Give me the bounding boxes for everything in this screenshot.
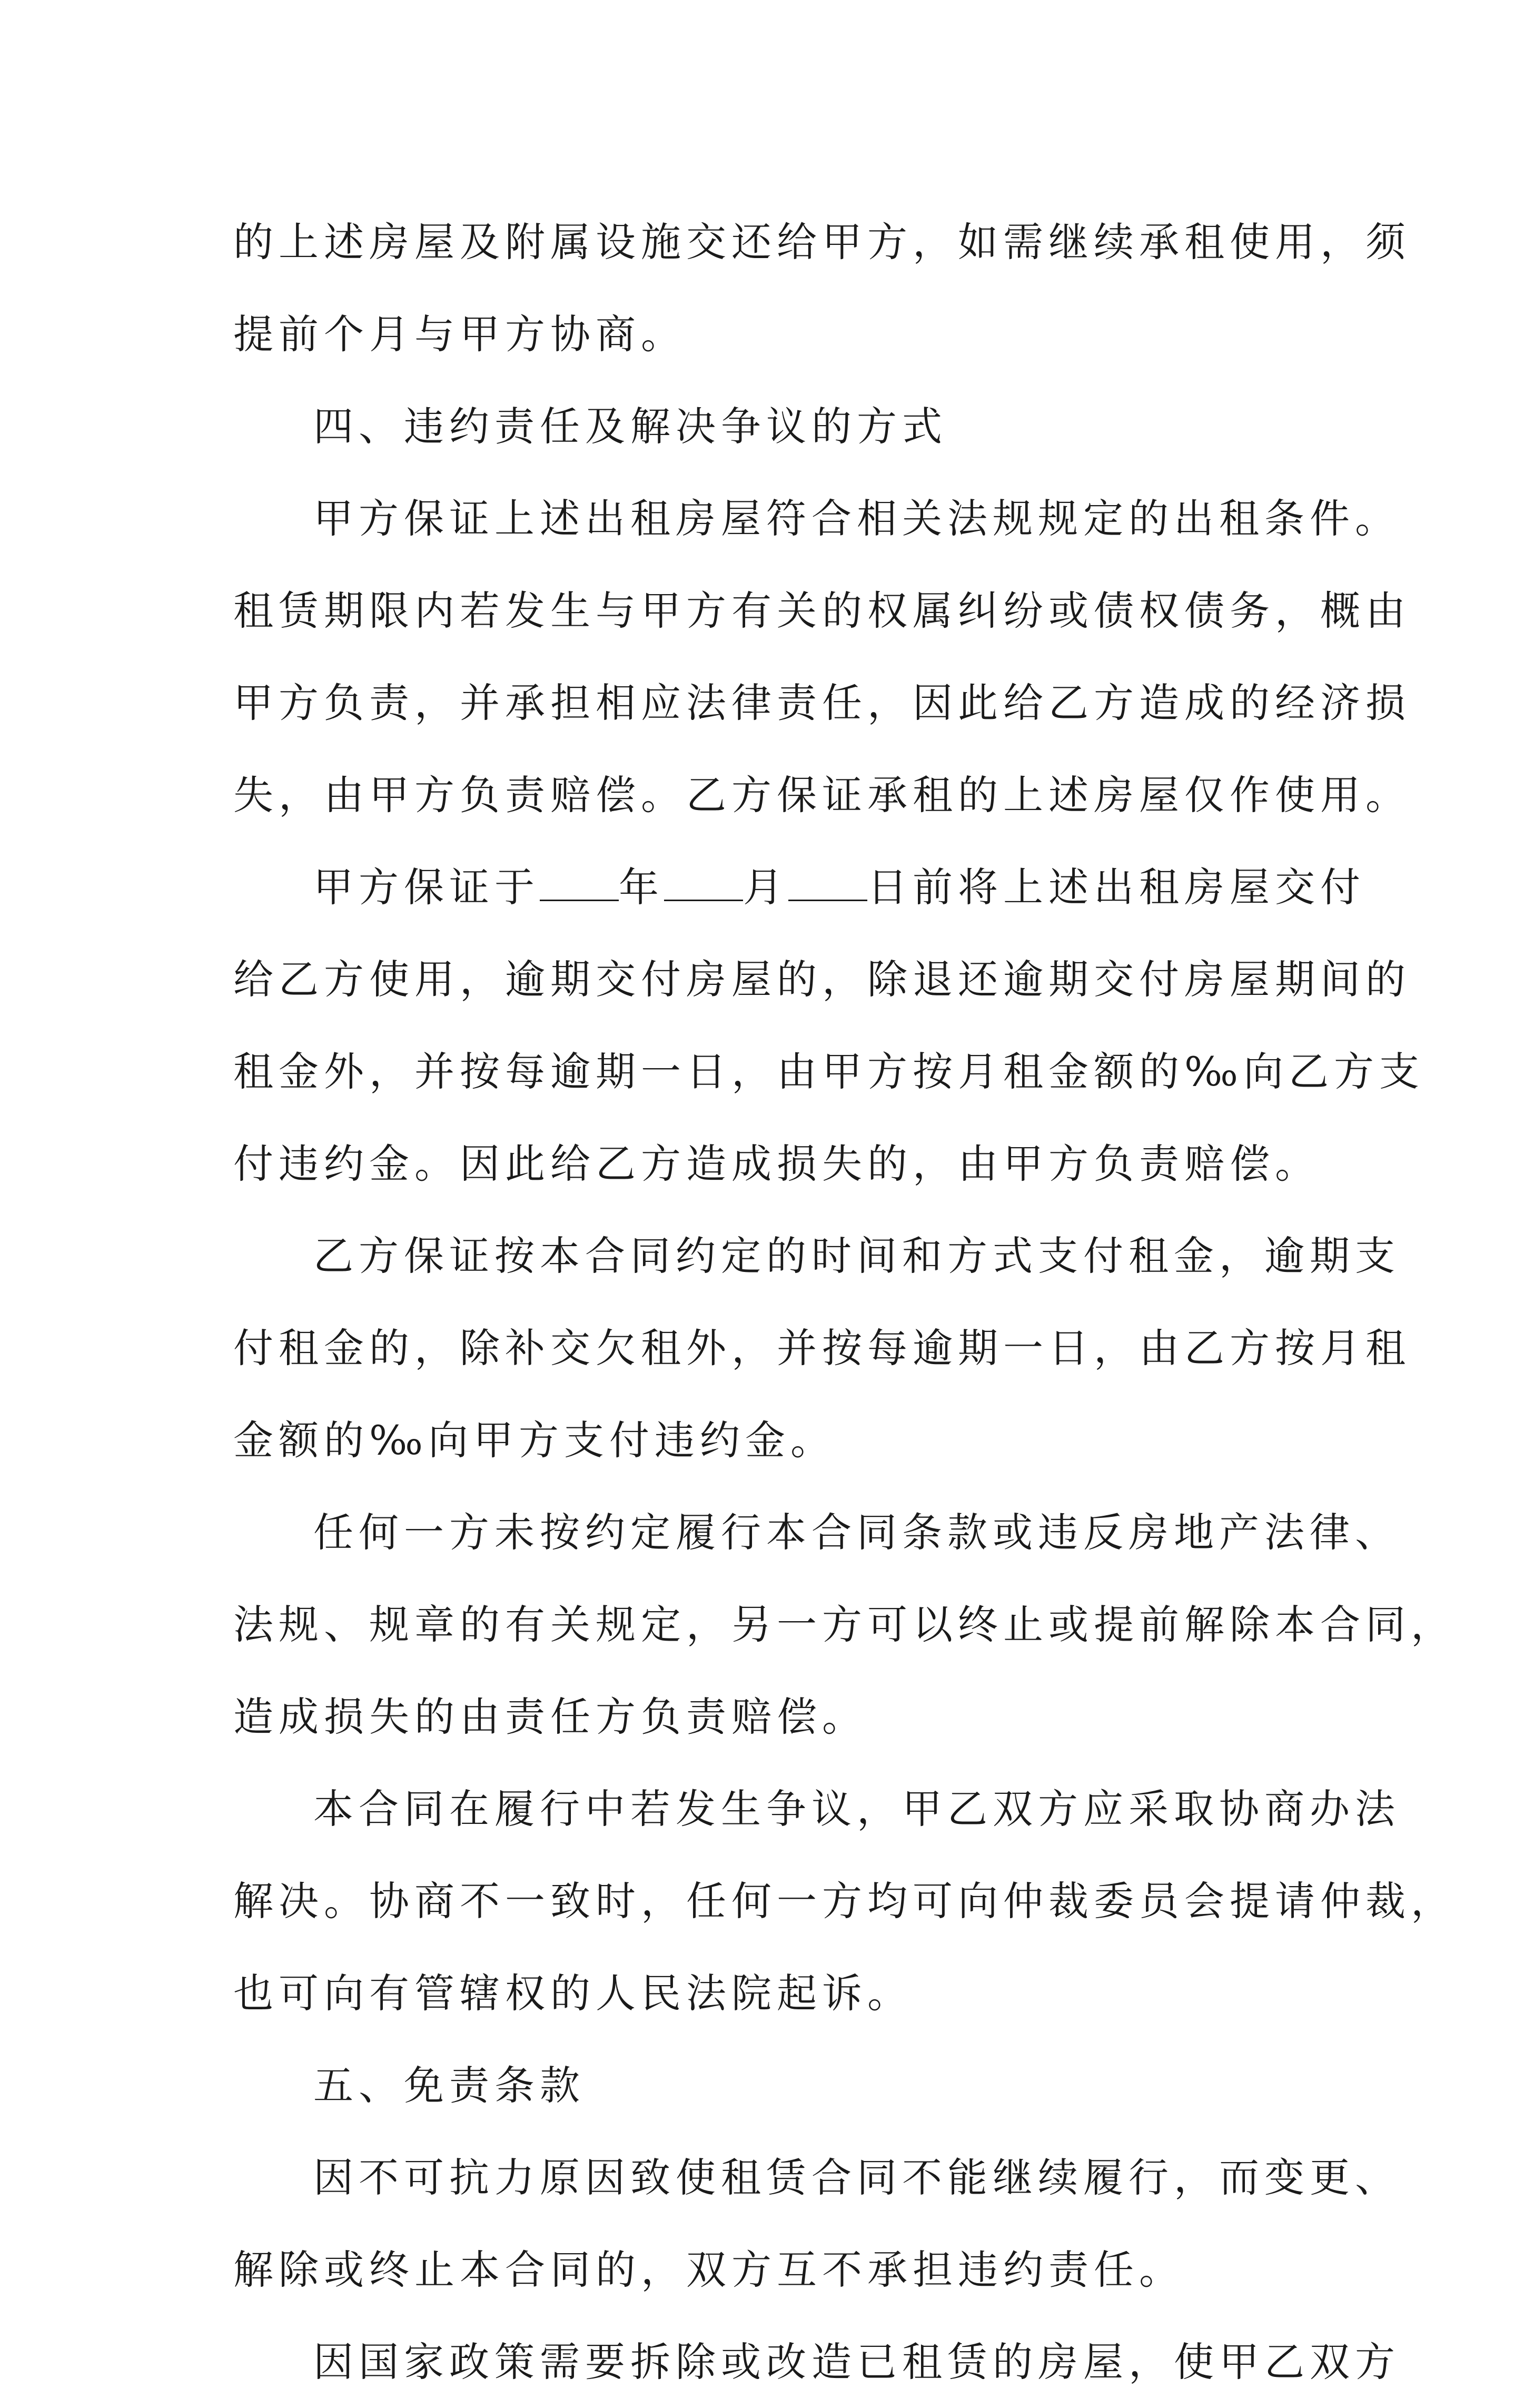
text-line: 任何一方未按约定履行本合同条款或违反房地产法律、	[313, 1509, 1400, 1556]
text-line: 提前个月与甲方协商。	[233, 311, 686, 358]
document-body	[233, 196, 1456, 2408]
paragraph-government-policy	[233, 2316, 1400, 2408]
text-line: 失，由甲方负责赔偿。乙方保证承租的上述房屋仅作使用。	[233, 772, 1411, 818]
text-line: 本合同在履行中若发生争议，甲乙双方应采取协商办法	[313, 1785, 1400, 1832]
section-heading-text: 五、免责条款	[313, 2062, 585, 2109]
day-blank-field	[788, 862, 867, 901]
paragraph-force-majeure	[233, 2131, 1400, 2316]
text-line: 甲方保证上述出租房屋符合相关法规规定的出租条件。	[313, 495, 1400, 542]
text-segment: 甲方保证于	[313, 864, 540, 911]
text-line: 金额的‰向甲方支付违约金。	[233, 1417, 836, 1464]
section-heading-breach-liability	[233, 380, 1292, 472]
text-line: 租赁期限内若发生与甲方有关的权属纠纷或债权债务，概由	[233, 587, 1411, 634]
text-segment: 年	[619, 864, 664, 911]
text-line: 甲方负责，并承担相应法律责任，因此给乙方造成的经济损	[233, 679, 1411, 726]
text-line: 解决。协商不一致时，任何一方均可向仲裁委员会提请仲裁，	[233, 1878, 1456, 1925]
text-line: 造成损失的由责任方负责赔偿。	[233, 1693, 867, 1740]
text-line: 的上述房屋及附属设施交还给甲方，如需继续承租使用，须	[233, 219, 1411, 265]
paragraph-delivery-date	[233, 841, 1424, 1210]
text-line: 法规、规章的有关规定，另一方可以终止或提前解除本合同，	[233, 1601, 1456, 1648]
text-line: 给乙方使用，逾期交付房屋的，除退还逾期交付房屋期间的	[233, 956, 1411, 1003]
section-heading-exemption	[233, 2039, 1292, 2131]
text-segment: 月	[743, 864, 788, 911]
year-blank-field	[540, 862, 619, 901]
text-line: 付租金的，除补交欠租外，并按每逾期一日，由乙方按月租	[233, 1325, 1411, 1371]
text-segment: 日前将上述出租房屋交付	[867, 864, 1365, 911]
text-line: 因国家政策需要拆除或改造已租赁的房屋，使甲乙双方	[313, 2338, 1400, 2385]
paragraph-return-premises	[233, 196, 1411, 380]
text-line: 解除或终止本合同的，双方互不承担违约责任。	[233, 2246, 1184, 2293]
paragraph-dispute-resolution	[233, 1763, 1456, 2039]
text-line: 付违约金。因此给乙方造成损失的，由甲方负责赔偿。	[233, 1140, 1320, 1187]
month-blank-field	[664, 862, 743, 901]
paragraph-breach-termination	[233, 1486, 1456, 1763]
text-line: 也可向有管辖权的人民法院起诉。	[233, 1970, 913, 2017]
paragraph-landlord-guarantee	[233, 472, 1411, 841]
text-line: 乙方保证按本合同约定的时间和方式支付租金，逾期支	[313, 1232, 1400, 1279]
text-line: 因不可抗力原因致使租赁合同不能继续履行，而变更、	[313, 2154, 1400, 2201]
text-line-with-date-blanks	[233, 841, 1365, 933]
text-line: 租金外，并按每逾期一日，由甲方按月租金额的‰向乙方支	[233, 1048, 1424, 1095]
section-heading-text: 四、违约责任及解决争议的方式	[313, 403, 947, 450]
paragraph-tenant-rent-payment	[233, 1210, 1411, 1486]
